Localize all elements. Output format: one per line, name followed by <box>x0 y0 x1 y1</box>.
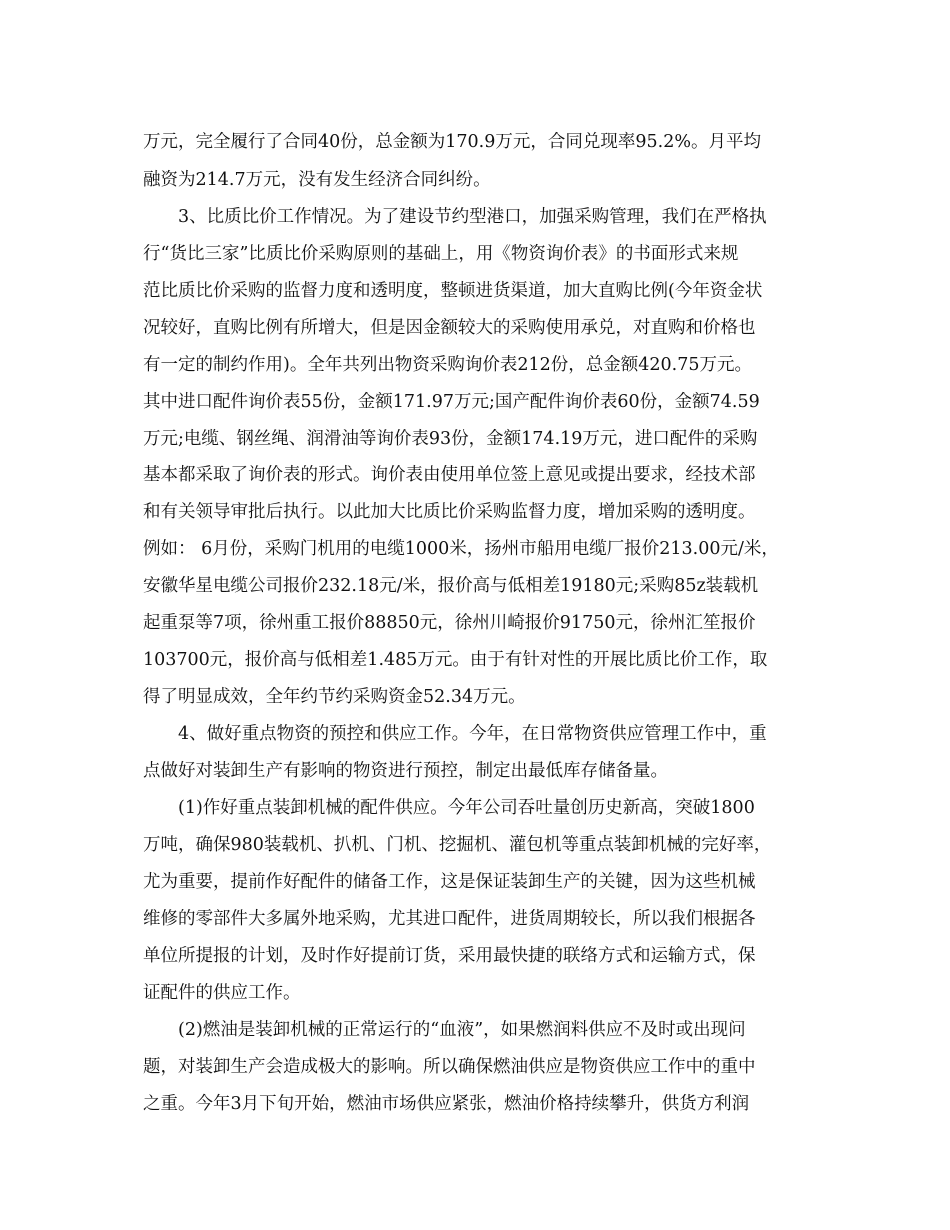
text-line: 安徽华星电缆公司报价232.18元/米，报价高与低相差19180元;采购85z装载机 <box>143 576 759 596</box>
text-line: 之重。今年3月下旬开始，燃油市场供应紧张，燃油价格持续攀升，供货方利润 <box>143 1094 750 1114</box>
text-line: 有一定的制约作用)。全年共列出物资采购询价表212份，总金额420.75万元。 <box>143 355 752 375</box>
text-line: 维修的零部件大多属外地采购，尤其进口配件，进货周期较长，所以我们根据各 <box>143 909 756 929</box>
text-line: 行“货比三家”比质比价采购原则的基础上，用《物资询价表》的书面形式来规 <box>143 244 739 264</box>
text-line: 基本都采取了询价表的形式。询价表由使用单位签上意见或提出要求，经技术部 <box>143 465 756 485</box>
text-line: 其中进口配件询价表55份，金额171.97万元;国产配件询价表60份，金额74.59 <box>143 392 760 412</box>
text-line: 万吨，确保980装载机、扒机、门机、挖掘机、灌包机等重点装卸机械的完好率， <box>143 835 772 855</box>
text-line: 103700元，报价高与低相差1.485万元。由于有针对性的开展比质比价工作，取 <box>143 650 768 670</box>
text-line: 尤为重要，提前作好配件的储备工作，这是保证装卸生产的关键，因为这些机械 <box>143 872 756 892</box>
text-line: 况较好，直购比例有所增大，但是因金额较大的采购使用承兑，对直购和价格也 <box>143 318 756 338</box>
text-line: 和有关领导审批后执行。以此加大比质比价采购监督力度，增加采购的透明度。 <box>143 502 756 522</box>
text-line: 得了明显成效，全年约节约采购资金52.34万元。 <box>143 687 526 707</box>
paragraph-heading: 3、比质比价工作情况。为了建设节约型港口，加强采购管理，我们在严格执 <box>178 207 767 227</box>
text-line: 例如： 6月份，采购门机用的电缆1000米，扬州市船用电缆厂报价213.00元/米， <box>143 539 779 559</box>
text-line: 万元，完全履行了合同40份，总金额为170.9万元，合同兑现率95.2%。月平均 <box>143 132 761 152</box>
paragraph-heading: (2)燃油是装卸机械的正常运行的“血液”，如果燃润料供应不及时或出现问 <box>178 1020 746 1040</box>
text-line: 题，对装卸生产会造成极大的影响。所以确保燃油供应是物资供应工作中的重中 <box>143 1057 756 1077</box>
paragraph-heading: 4、做好重点物资的预控和供应工作。今年，在日常物资供应管理工作中，重 <box>178 724 767 744</box>
text-line: 范比质比价采购的监督力度和透明度，整顿进货渠道，加大直购比例(今年资金状 <box>143 281 763 301</box>
text-line: 证配件的供应工作。 <box>143 983 301 1003</box>
text-line: 万元;电缆、钢丝绳、润滑油等询价表93份，金额174.19万元，进口配件的采购 <box>143 429 758 449</box>
text-line: 点做好对装卸生产有影响的物资进行预控，制定出最低库存储备量。 <box>143 761 668 781</box>
text-line: 融资为214.7万元，没有发生经济合同纠纷。 <box>143 170 491 190</box>
text-line: 单位所提报的计划，及时作好提前订货，采用最快捷的联络方式和运输方式，保 <box>143 946 756 966</box>
paragraph-heading: (1)作好重点装卸机械的配件供应。今年公司吞吐量创历史新高，突破1800 <box>178 798 755 818</box>
text-line: 起重泵等7项，徐州重工报价88850元，徐州川崎报价91750元，徐州汇笙报价 <box>143 613 756 633</box>
